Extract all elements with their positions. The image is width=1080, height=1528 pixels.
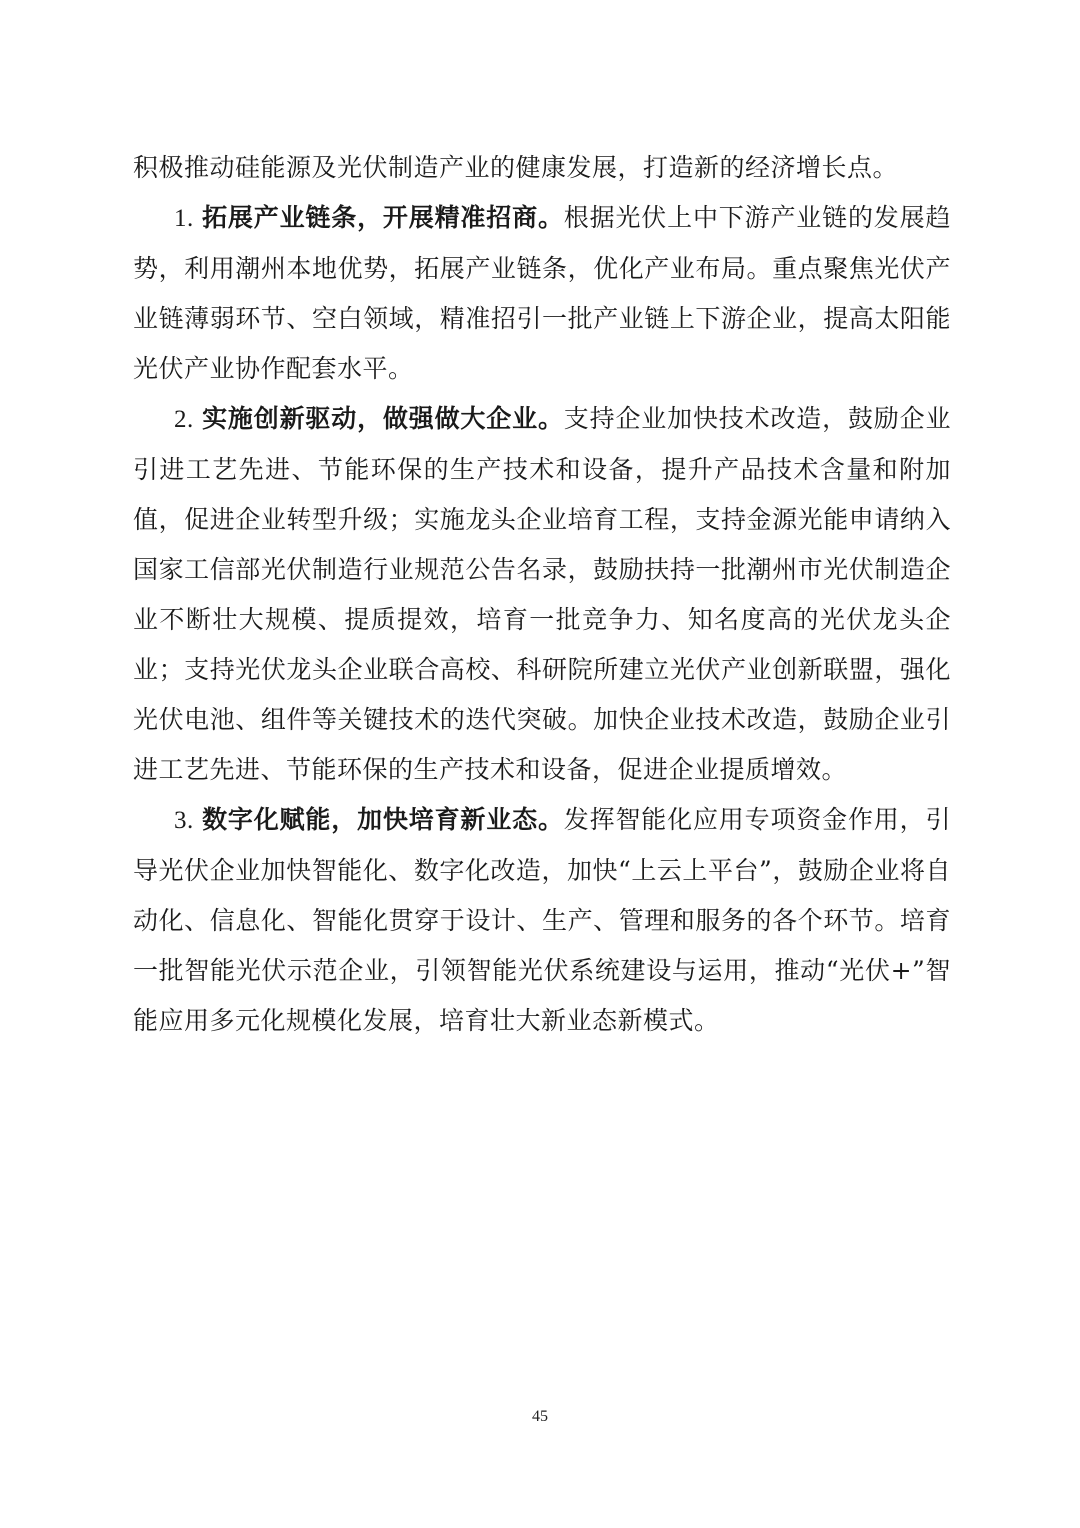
section-3-number: 3. — [174, 807, 194, 834]
section-2-heading: 实施创新驱动，做强做大企业。 — [201, 404, 564, 433]
section-1-number: 1. — [174, 205, 194, 232]
section-1-body: 根据光伏上中下游产业链的发展趋势，利用潮州本地优势，拓展产业链条，优化产业布局。重点聚焦光伏产业链薄弱环节、空白领域，精准招引一批产业链上下游企业，提高太阳能光伏产业协作配套水平。 — [133, 203, 951, 383]
section-3-paragraph — [133, 795, 951, 1046]
section-2-number: 2. — [174, 406, 194, 433]
section-2-body: 支持企业加快技术改造，鼓励企业引进工艺先进、节能环保的生产技术和设备，提升产品技术含量和附加值，促进企业转型升级；实施龙头企业培育工程，支持金源光能申请纳入国家工信部光伏制造行业规范公告名录，鼓励扶持一批潮州市光伏制造企业不断壮大规模、提质提效，培育一批竞争力、知名度高的光伏龙头企业；支持光伏龙头企业联合高校、科研院所建立光伏产业创新联盟，强化光伏电池、组件等关键技术的迭代突破。加快企业技术改造，鼓励企业引进工艺先进、节能环保的生产技术和设备，促进企业提质增效。 — [133, 404, 951, 784]
page-number: 45 — [532, 1408, 548, 1425]
intro-paragraph: 积极推动硅能源及光伏制造产业的健康发展，打造新的经济增长点。 — [133, 153, 899, 182]
section-1-heading: 拓展产业链条，开展精准招商。 — [201, 203, 564, 232]
section-3-heading: 数字化赋能，加快培育新业态。 — [201, 805, 564, 834]
page-body — [133, 143, 951, 1046]
section-3-body: 发挥智能化应用专项资金作用，引导光伏企业加快智能化、数字化改造，加快“上云上平台”，鼓励企业将自动化、信息化、智能化贯穿于设计、生产、管理和服务的各个环节。培育一批智能光伏示范企业，引领智能光伏系统建设与运用，推动“光伏+”智能应用多元化规模化发展，培育壮大新业态新模式。 — [133, 805, 951, 1035]
section-1-paragraph — [133, 193, 951, 394]
section-2-paragraph — [133, 394, 951, 795]
